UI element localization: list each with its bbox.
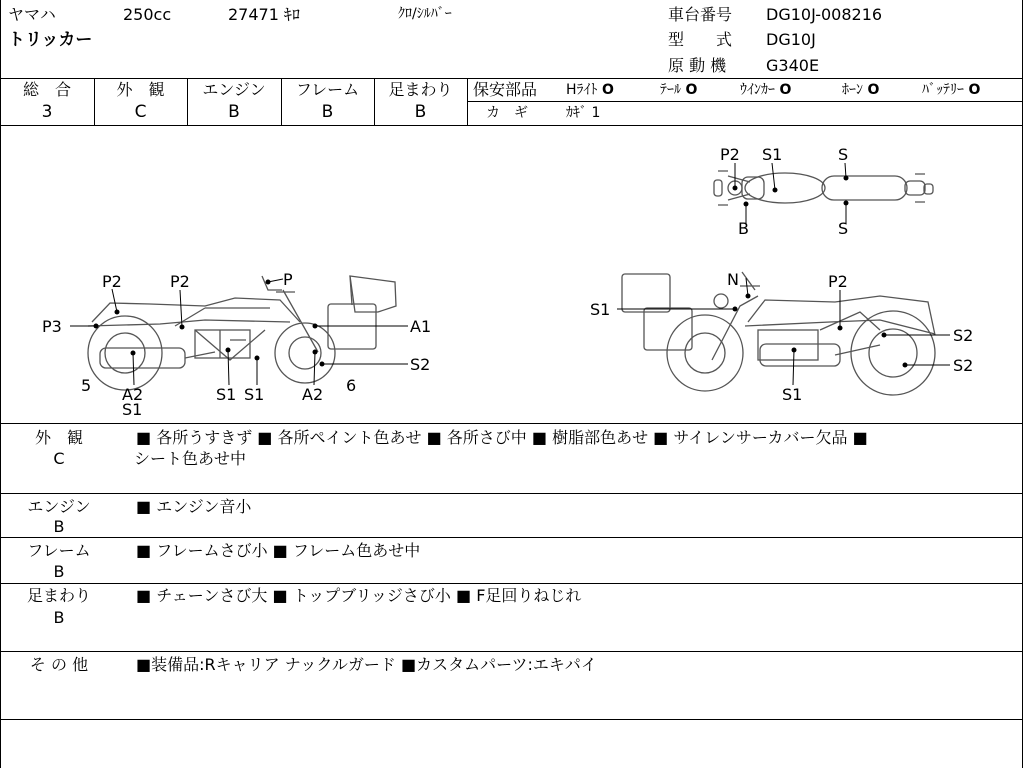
left-label-s1-c: S1 bbox=[244, 385, 265, 404]
left-label-s2: S2 bbox=[410, 355, 431, 374]
remark-other-label: そ の 他 bbox=[29, 655, 89, 674]
left-label-p2-b: P2 bbox=[170, 272, 190, 291]
engine-value: G340E bbox=[766, 56, 820, 75]
grade-row-top-line bbox=[0, 78, 1023, 79]
grade-exterior-value: C bbox=[134, 102, 147, 122]
diagram-bottom-line bbox=[0, 423, 1023, 424]
grade-engine-label: エンジン bbox=[202, 80, 266, 99]
grade-total-label: 総 合 bbox=[22, 80, 71, 99]
safety-item-battery: ﾊﾞｯﾃﾘｰ O bbox=[922, 82, 981, 98]
remarks-line-2 bbox=[0, 537, 1023, 538]
remark-engine-grade: B bbox=[53, 517, 65, 536]
safety-item-headlight: Hﾗｲﾄ O bbox=[566, 82, 614, 98]
type-label: 型 式 bbox=[668, 30, 733, 49]
mileage: 27471 ｷﾛ bbox=[228, 5, 300, 24]
safety-item-winker: ｳｲﾝｶｰ O bbox=[740, 82, 792, 98]
grade-divider-5 bbox=[467, 78, 468, 126]
grade-total-value: 3 bbox=[41, 102, 53, 122]
top-label-s: S bbox=[838, 145, 849, 164]
remark-exterior-grade: C bbox=[53, 449, 65, 468]
safety-item-horn: ﾎｰﾝ O bbox=[842, 82, 880, 98]
outer-border-right bbox=[1022, 0, 1023, 768]
left-label-p3: P3 bbox=[42, 317, 62, 336]
frame-no-label: 車台番号 bbox=[668, 5, 733, 24]
safety-item-tail: ﾃｰﾙ O bbox=[660, 82, 698, 98]
bike-top-view bbox=[714, 171, 933, 205]
right-label-s1-a: S1 bbox=[590, 300, 611, 319]
model-name: トリッカー bbox=[8, 30, 93, 50]
remark-engine-line-1: ■ エンジン音小 bbox=[136, 497, 252, 516]
type-value: DG10J bbox=[766, 30, 816, 49]
safety-label: 保安部品 bbox=[473, 80, 538, 99]
left-label-p2-a: P2 bbox=[102, 272, 122, 291]
right-label-p2: P2 bbox=[828, 272, 848, 291]
body-color: ｸﾛ/ｼﾙﾊﾞｰ bbox=[398, 6, 452, 22]
remark-exterior-line-2: シート色あせ中 bbox=[134, 449, 247, 468]
grade-suspension-value: B bbox=[414, 102, 427, 122]
left-label-a2-a: A2 bbox=[122, 385, 144, 404]
remark-suspension-label: 足まわり bbox=[26, 586, 91, 605]
top-label-s1: S1 bbox=[762, 145, 783, 164]
left-label-s1-b: S1 bbox=[216, 385, 237, 404]
bike-right-view bbox=[622, 272, 935, 395]
top-label-p2: P2 bbox=[720, 145, 740, 164]
key-label: カ ギ bbox=[486, 105, 528, 121]
remark-frame-line-1: ■ フレームさび小 ■ フレーム色あせ中 bbox=[136, 541, 421, 560]
remark-suspension-line-1: ■ チェーンさび大 ■ トップブリッジさび小 ■ F足回りねじれ bbox=[136, 586, 582, 605]
grade-frame-value: B bbox=[321, 102, 334, 122]
grade-suspension-label: 足まわり bbox=[388, 80, 453, 99]
remark-exterior-label: 外 観 bbox=[34, 428, 83, 447]
left-label-a2-b: A2 bbox=[302, 385, 324, 404]
right-label-n: N bbox=[727, 270, 739, 289]
remark-suspension-grade: B bbox=[53, 608, 65, 627]
engine-label: 原 動 機 bbox=[668, 56, 727, 75]
damage-diagram bbox=[0, 126, 1022, 423]
frame-no: DG10J-008216 bbox=[766, 5, 883, 24]
left-label-p: P bbox=[283, 270, 293, 289]
right-label-s1-b: S1 bbox=[782, 385, 803, 404]
remarks-line-5 bbox=[0, 719, 1023, 720]
remark-exterior-line-1: ■ 各所うすきず ■ 各所ペイント色あせ ■ 各所さび中 ■ 樹脂部色あせ ■ サイレンサーカバー欠品 ■ bbox=[136, 428, 868, 447]
key-value: ｶｷﾞ 1 bbox=[566, 105, 601, 121]
grade-exterior-label: 外 観 bbox=[116, 80, 165, 99]
remark-engine-label: エンジン bbox=[27, 497, 91, 516]
right-label-s2-a: S2 bbox=[953, 326, 974, 345]
left-label-s1-a: S1 bbox=[122, 400, 143, 419]
remarks-line-3 bbox=[0, 583, 1023, 584]
top-label-s-bottom: S bbox=[838, 219, 849, 238]
left-label-a1: A1 bbox=[410, 317, 432, 336]
remarks-line-4 bbox=[0, 651, 1023, 652]
grade-engine-value: B bbox=[228, 102, 240, 122]
remark-frame-grade: B bbox=[53, 562, 65, 581]
safety-mid-line bbox=[467, 101, 1023, 102]
right-label-s2-b: S2 bbox=[953, 356, 974, 375]
bike-left-view bbox=[88, 276, 396, 390]
maker: ヤマハ bbox=[8, 5, 56, 24]
left-label-5: 5 bbox=[81, 376, 92, 395]
grade-frame-label: フレーム bbox=[295, 80, 360, 99]
top-label-b: B bbox=[738, 219, 749, 238]
remark-other-line-1: ■装備品:Rキャリア ナックルガード ■カスタムパーツ:エキパイ bbox=[136, 655, 597, 674]
displacement: 250cc bbox=[123, 5, 172, 24]
left-label-6: 6 bbox=[346, 376, 357, 395]
remark-frame-label: フレーム bbox=[27, 541, 91, 560]
remarks-line-1 bbox=[0, 493, 1023, 494]
